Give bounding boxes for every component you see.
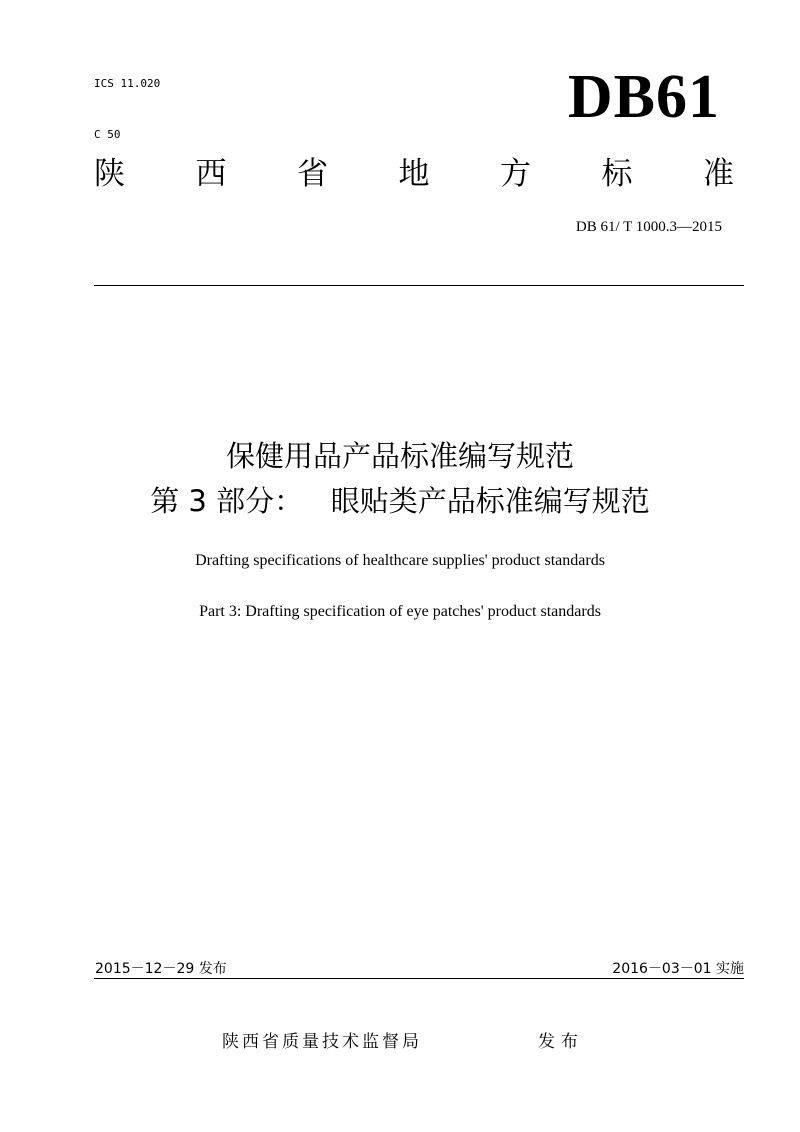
standard-type-char: 地 — [398, 156, 430, 192]
standard-type-heading — [94, 152, 734, 196]
standard-type-char: 准 — [703, 156, 734, 192]
ccs-code: C 50 — [94, 128, 121, 141]
standard-number: DB 61/ T 1000.3—2015 — [575, 219, 722, 235]
footer-divider — [94, 978, 744, 979]
title-cn-line2: 第 3 部分： 眼贴类产品标准编写规范 — [150, 484, 650, 518]
standard-type-char: 省 — [297, 156, 328, 192]
title-en-line2: Part 3: Drafting specification of eye patches' product standards — [199, 603, 601, 620]
effective-date: 2016－03－01 实施 — [612, 961, 744, 977]
standard-type-char: 陕 — [94, 156, 125, 192]
ics-code: ICS 11.020 — [94, 77, 161, 90]
title-cn-line1: 保健用品产品标准编写规范 — [225, 439, 574, 473]
db-logo: DB61 — [567, 63, 720, 131]
title-en-line1: Drafting specifications of healthcare supplies' product standards — [195, 552, 605, 569]
classification-codes — [94, 41, 160, 160]
issuing-authority: 陕西省质量技术监督局 — [222, 1032, 422, 1052]
issuer-action: 发布 — [538, 1032, 584, 1052]
issue-date: 2015－12－29 发布 — [95, 961, 227, 977]
standard-type-char: 方 — [500, 156, 531, 192]
standard-type-char: 标 — [601, 156, 633, 192]
standard-type-char: 西 — [195, 156, 227, 192]
header-divider — [94, 285, 744, 286]
